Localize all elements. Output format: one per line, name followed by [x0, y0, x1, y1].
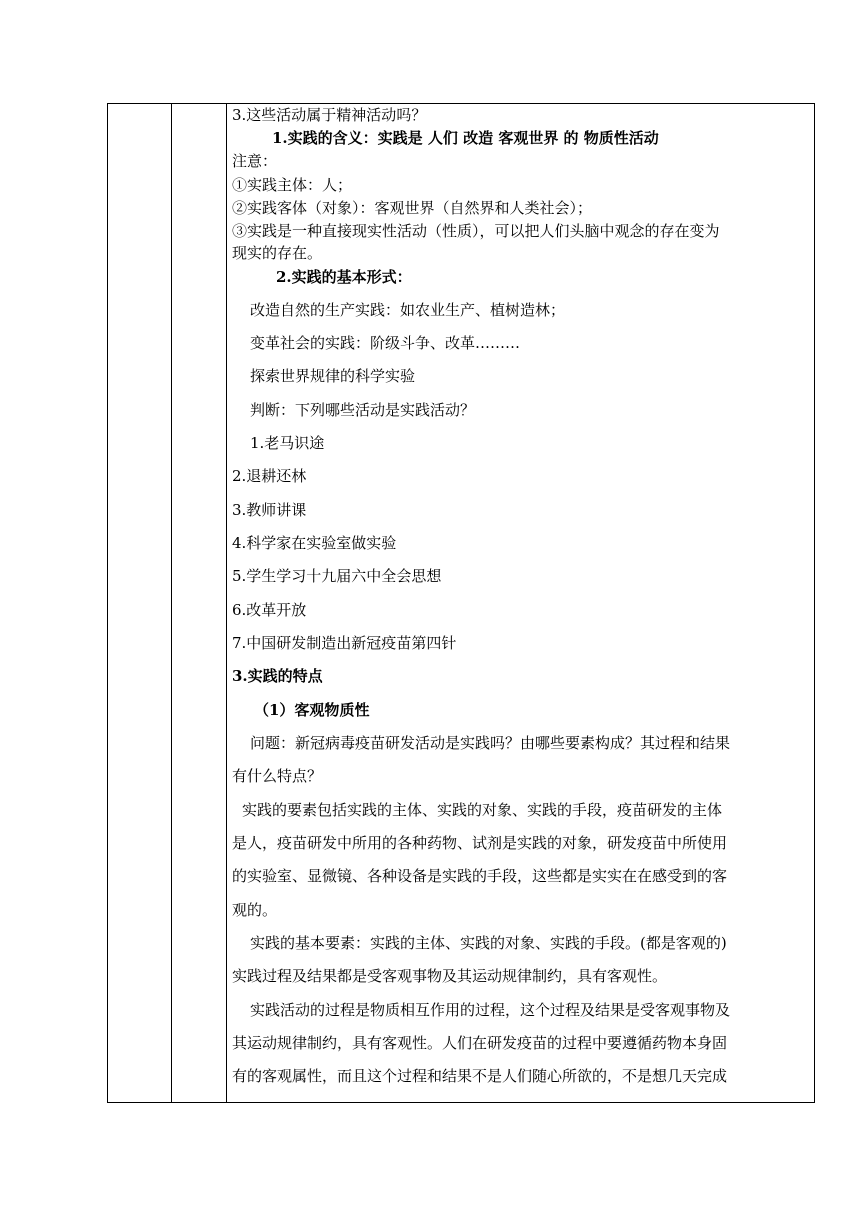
process-paragraph-1: 实践活动的过程是物质相互作用的过程，这个过程及结果是受客观事物及 [250, 1001, 731, 1019]
paragraph-elements-2: 是人，疫苗研发中所用的各种药物、试剂是实践的对象，研发疫苗中所使用 [232, 834, 728, 852]
note-label: 注意： [232, 152, 278, 170]
column-divider-1 [171, 104, 172, 1102]
judgement-question: 判断：下列哪些活动是实践活动？ [250, 401, 476, 419]
paragraph-elements-1: 实践的要素包括实践的主体、实践的对象、实践的手段，疫苗研发的主体 [242, 801, 723, 819]
judgement-item-5: 5.学生学习十九届六中全会思想 [232, 567, 442, 585]
section-heading-meaning: 1.实践的含义：实践是 人们 改造 客观世界 的 物质性活动 [272, 129, 659, 147]
paragraph-elements-3: 的实验室、显微镜、各种设备是实践的手段，这些都是实实在在感受到的客 [232, 867, 728, 885]
content-cell [228, 104, 814, 1102]
note-item-3-cont: 现实的存在。 [232, 244, 323, 262]
judgement-item-7: 7.中国研发制造出新冠疫苗第四针 [232, 634, 457, 652]
note-item-1: ①实践主体：人； [232, 176, 353, 194]
judgement-item-6: 6.改革开放 [232, 601, 307, 619]
section-heading-features: 3.实践的特点 [232, 667, 323, 685]
basic-elements-line-2: 实践过程及结果都是受客观事物及其运动规律制约，具有客观性。 [232, 967, 668, 985]
form-item-2: 变革社会的实践：阶级斗争、改革……… [250, 334, 521, 352]
problem-line-1: 问题：新冠病毒疫苗研发活动是实践吗？由哪些要素构成？其过程和结果 [250, 734, 731, 752]
column-divider-2 [226, 104, 227, 1102]
problem-line-2: 有什么特点？ [232, 767, 323, 785]
judgement-item-3: 3.教师讲课 [232, 501, 307, 519]
section-heading-forms: 2.实践的基本形式： [276, 268, 412, 286]
lesson-table [107, 103, 815, 1103]
form-item-1: 改造自然的生产实践：如农业生产、植树造林； [250, 301, 566, 319]
judgement-item-1: 1.老马识途 [250, 434, 325, 452]
process-paragraph-2: 其运动规律制约，具有客观性。人们在研发疫苗的过程中要遵循药物本身固 [232, 1034, 728, 1052]
form-item-3: 探索世界规律的科学实验 [250, 367, 416, 385]
judgement-item-4: 4.科学家在实验室做实验 [232, 534, 397, 552]
subheading-objective: （1）客观物质性 [254, 701, 370, 719]
paragraph-elements-4: 观的。 [232, 901, 278, 919]
question-line: 3.这些活动属于精神活动吗？ [232, 106, 427, 124]
note-item-3: ③实践是一种直接现实性活动（性质），可以把人们头脑中观念的存在变为 [232, 222, 720, 240]
note-item-2: ②实践客体（对象）：客观世界（自然界和人类社会）； [232, 199, 593, 217]
process-paragraph-3: 有的客观属性，而且这个过程和结果不是人们随心所欲的，不是想几天完成 [232, 1067, 728, 1085]
judgement-item-2: 2.退耕还林 [232, 467, 307, 485]
basic-elements-line-1: 实践的基本要素：实践的主体、实践的对象、实践的手段。(都是客观的) [250, 934, 727, 952]
